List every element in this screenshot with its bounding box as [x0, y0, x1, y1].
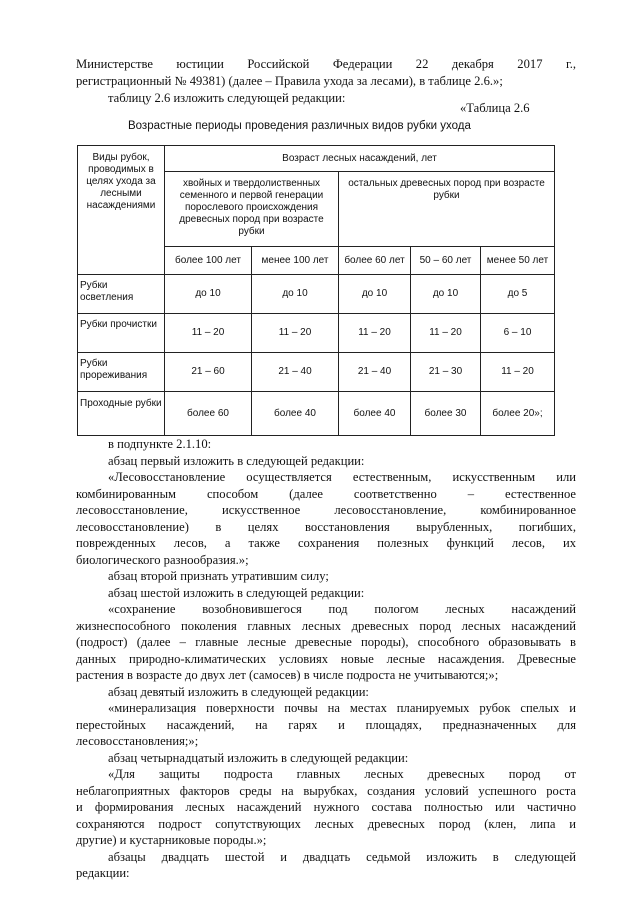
quote-1-line: «Лесовосстановление осуществляется естественным, искусственным или: [108, 470, 576, 484]
table-cell: 11 – 20: [481, 353, 555, 392]
header-forest-age: Возраст лесных насаждений, лет: [165, 146, 555, 172]
quote-2-line: (подрост) (далее – главные лесные древесные породы), способного образовывать в: [76, 635, 576, 649]
table-cell: более 60: [165, 392, 252, 436]
table-title: Возрастные периоды проведения различных видов рубки ухода: [128, 120, 471, 132]
quote-1-line: биологического разнообразия.»;: [76, 553, 249, 567]
table-cell: 11 – 20: [339, 314, 411, 353]
paragraph-6-instruction: абзац шестой изложить в следующей редакции:: [108, 586, 365, 600]
table-row: [78, 353, 555, 392]
header-conifer-group: хвойных и твердолиственных семенного и первой генерации порослевого происхождения древесных пород при возрасте рубки: [165, 172, 339, 247]
quote-2-line: данных природно-климатических условиях новые лесные насаждения. Древесные: [76, 652, 576, 666]
quote-2-line: жизнеспособного поколения главных лесных древесных пород лесных насаждений: [76, 619, 576, 633]
intro-line-3: таблицу 2.6 изложить следующей редакции:: [108, 91, 346, 105]
table-cell: до 10: [165, 275, 252, 314]
paragraph-14-instruction: абзац четырнадцатый изложить в следующей редакции:: [108, 751, 409, 765]
table-cell: 6 – 10: [481, 314, 555, 353]
header-cut-types: Виды рубок, проводимых в целях ухода за лесными насаждениями: [78, 146, 165, 275]
table-label: «Таблица 2.6: [460, 101, 530, 115]
quote-4-line: и формирования лесных насаждений нужного состава полностью или частично: [76, 800, 576, 814]
quote-3-line: лесовосстановления;»;: [76, 734, 199, 748]
table-row: [78, 392, 555, 436]
subpoint-heading: в подпункте 2.1.10:: [108, 437, 212, 451]
table-cell: до 10: [252, 275, 339, 314]
subheader-cell: 50 – 60 лет: [411, 247, 481, 275]
table-cell: до 5: [481, 275, 555, 314]
quote-3-line: перестойных насаждений, на гарях и площадях, предназначенных для: [76, 718, 576, 732]
table-cell: 11 – 20: [411, 314, 481, 353]
subheader-cell: более 100 лет: [165, 247, 252, 275]
table-cell: более 40: [339, 392, 411, 436]
quote-4-line: «Для защиты подроста главных лесных древесных пород от: [108, 767, 576, 781]
subheader-cell: менее 50 лет: [481, 247, 555, 275]
paragraph-1-instruction: абзац первый изложить в следующей редакции:: [108, 454, 365, 468]
subheader-cell: более 60 лет: [339, 247, 411, 275]
table-row: [78, 275, 555, 314]
table-cell: 11 – 20: [165, 314, 252, 353]
row-label: Рубки прореживания: [78, 353, 165, 392]
table-row: [78, 314, 555, 353]
table-cell: до 10: [339, 275, 411, 314]
row-label: Рубки осветления: [78, 275, 165, 314]
quote-2-line: растения в возрасте до двух лет (самосев) в числе подроста не учитываются;»;: [76, 668, 499, 682]
table-cell: до 10: [411, 275, 481, 314]
paragraph-2-instruction: абзац второй признать утратившим силу;: [108, 569, 329, 583]
table-cell: 11 – 20: [252, 314, 339, 353]
row-label: Рубки прочистки: [78, 314, 165, 353]
paragraph-26-instruction: абзацы двадцать шестой и двадцать седьмой изложить в следующей: [108, 850, 576, 864]
quote-4-line: сохраняются подрост сопутствующих лесных древесных пород (клен, липа и: [76, 817, 576, 831]
intro-line-2: регистрационный № 49381) (далее – Правила ухода за лесами), в таблице 2.6.»;: [76, 74, 503, 88]
subheader-cell: менее 100 лет: [252, 247, 339, 275]
quote-1-line: лесовосстановление, искусственное лесовосстановление, комбинированное: [76, 503, 576, 517]
quote-1-line: поврежденных лесов, а также сохранения полезных функций лесов, их: [76, 536, 576, 550]
quote-1-line: лесовосстановление) в целях восстановления вырубленных, погибших,: [76, 520, 576, 534]
paragraph-9-instruction: абзац девятый изложить в следующей редакции:: [108, 685, 369, 699]
quote-4-line: неблагоприятных факторов среды на вырубках, создания условий успешного роста: [76, 784, 576, 798]
table-cell: 21 – 40: [252, 353, 339, 392]
intro-line-1: Министерстве юстиции Российской Федерации 22 декабря 2017 г.,: [76, 57, 576, 71]
paragraph-26-instruction: редакции:: [76, 866, 130, 880]
table-cell: более 20»;: [481, 392, 555, 436]
header-other-group: остальных древесных пород при возрасте рубки: [339, 172, 555, 247]
quote-4-line: другие) и кустарниковые породы.»;: [76, 833, 267, 847]
row-label: Проходные рубки: [78, 392, 165, 436]
table-cell: 21 – 30: [411, 353, 481, 392]
table-cell: более 30: [411, 392, 481, 436]
age-periods-table: [77, 145, 555, 436]
quote-1-line: комбинированным способом (далее соответственно – естественное: [76, 487, 576, 501]
table-cell: 21 – 60: [165, 353, 252, 392]
table-cell: 21 – 40: [339, 353, 411, 392]
quote-2-line: «сохранение возобновившегося под пологом лесных насаждений: [108, 602, 576, 616]
quote-3-line: «минерализация поверхности почвы на местах планируемых рубок спелых и: [108, 701, 576, 715]
table-cell: более 40: [252, 392, 339, 436]
